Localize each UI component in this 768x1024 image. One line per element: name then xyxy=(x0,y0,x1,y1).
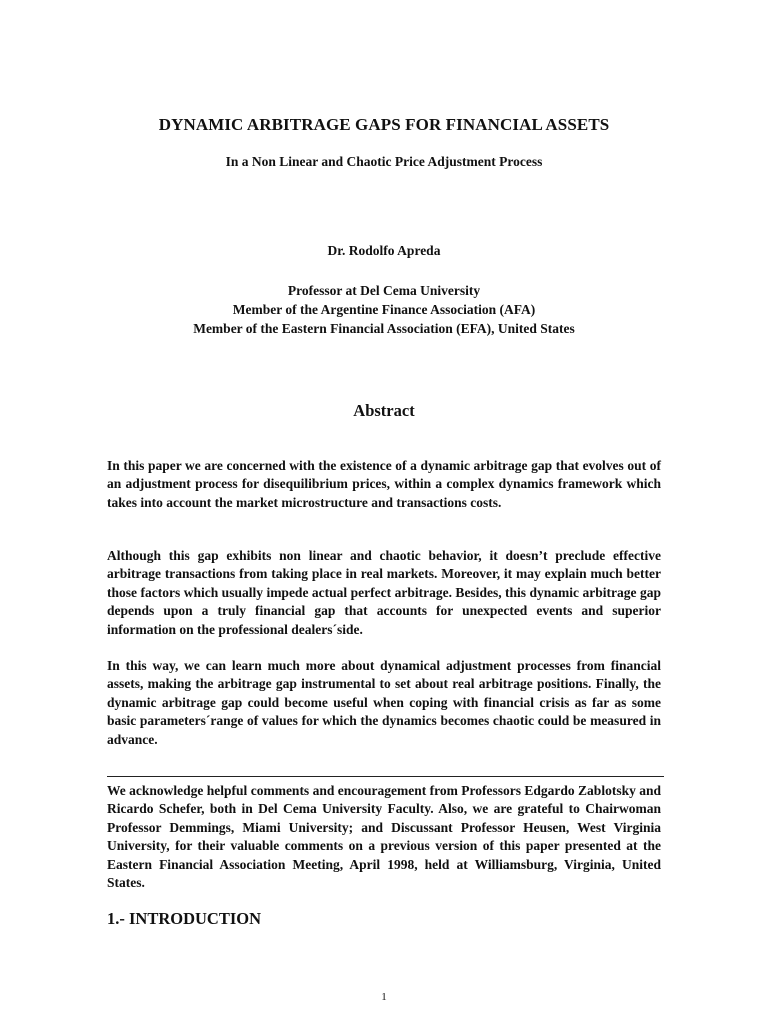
abstract-paragraph: In this way, we can learn much more about dynamical adjustment processes from financial assets, making the arbitrage gap instrumental to set about real arbitrage positions. Finally, the dynamic arbitrage gap could become useful when coping with financial crisis as far as some basic parameters´range of values for which the dynamics becomes chaotic could be measured in advance. xyxy=(107,658,661,747)
footnote-divider xyxy=(107,776,664,777)
affiliation-line: Member of the Eastern Financial Association (EFA), United States xyxy=(193,321,575,336)
abstract-paragraph: Although this gap exhibits non linear and chaotic behavior, it doesn’t preclude effective arbitrage transactions from taking place in real markets. Moreover, it may explain much better those factors which usually impede actual perfect arbitrage. Besides, this dynamic arbitrage gap depends upon a truly financial gap that accounts for unexpected events and superior information on the professional dealers´side. xyxy=(107,548,661,637)
paper-subtitle: In a Non Linear and Chaotic Price Adjustment Process xyxy=(225,154,543,169)
section-heading: 1.- INTRODUCTION xyxy=(107,909,262,928)
page-number: 1 xyxy=(381,991,387,1003)
acknowledgement-note: We acknowledge helpful comments and encouragement from Professors Edgardo Zablotsky and Ricardo Schefer, both in Del Cema University Faculty. Also, we are grateful to Chairwoman Professor Demmings, Miami University; and Discussant Professor Heusen, West Virginia University, for their valuable comments on a previous version of this paper presented at the Eastern Financial Association Meeting, April 1998, held at Williamsburg, Virginia, United States. xyxy=(107,783,661,891)
affiliation-line: Professor at Del Cema University xyxy=(287,283,481,298)
abstract-heading: Abstract xyxy=(353,401,415,420)
paper-title: DYNAMIC ARBITRAGE GAPS FOR FINANCIAL ASSETS xyxy=(158,115,610,134)
affiliation-line: Member of the Argentine Finance Association (AFA) xyxy=(232,302,536,317)
abstract-paragraph: In this paper we are concerned with the existence of a dynamic arbitrage gap that evolves out of an adjustment process for disequilibrium prices, within a complex dynamics framework which takes into account the market microstructure and transactions costs. xyxy=(107,458,661,510)
author-affiliations xyxy=(0,281,768,338)
author-name: Dr. Rodolfo Apreda xyxy=(327,243,441,258)
